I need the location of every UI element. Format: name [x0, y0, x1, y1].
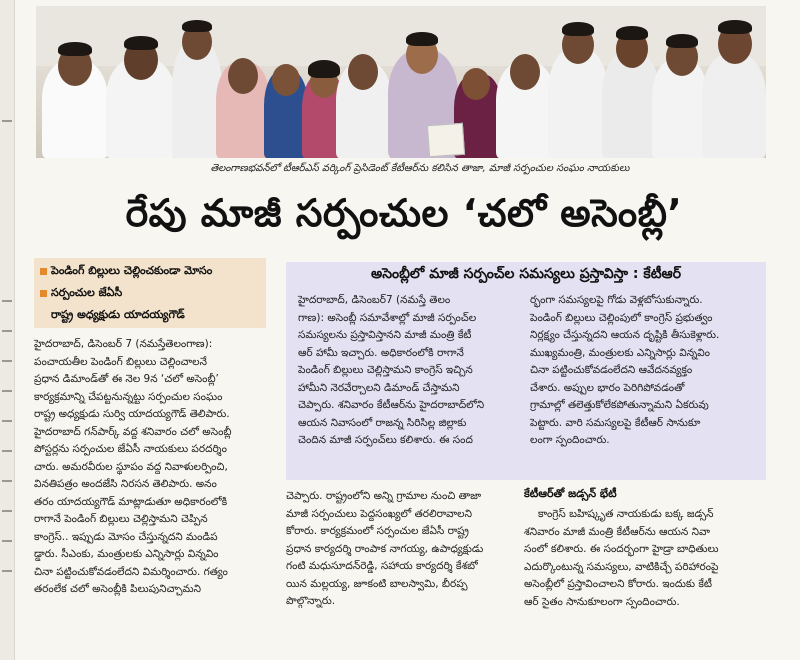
highlight-item-continued: రాష్ట్ర అధ్యక్షుడు యాదయ్యగౌడ్: [51, 308, 185, 321]
sub-story-heading: కేటీఆర్‌తో జడ్సన్ భేటీ: [524, 487, 617, 500]
photo-caption: తెలంగాణభవన్‌లో టీఆర్‌ఎస్ వర్కింగ్ ప్రెసిడెంట్ కేటీఆర్‌ను కలిసిన తాజా, మాజీ సర్పంచుల సంఘం నాయకులు: [210, 163, 630, 174]
square-bullet-icon: [40, 290, 47, 297]
sub-story-column: కాంగ్రెస్ బహిష్కృత నాయకుడు బక్క జడ్సన్ శనివారం మాజీ మంత్రి కేటీఆర్‌ను ఆయన నివా సంలో కలిశారు. ఈ సందర్భంగా హైడ్రా బాధితులు ఎదుర్కొంటున్న సమస్యలు, వాటికిచ్చే పరిహారంపై అసెంబ్లీలో ప్రస్తావించాలని కోరారు. ఇందుకు కేటీ ఆర్ సైతం సానుకూలంగా స్పందించారు.: [524, 508, 719, 608]
sidebar-story-column-2: ర్భంగా సమస్యలపై గోడు వెళ్లబోసుకున్నారు. పెండింగ్ బిల్లులు చెల్లింపులో కాంగ్రెస్ ప్రభుత్వం నిర్లక్ష్యం చేస్తున్నదని ఆయన దృష్టికి తీసుకెళ్లారు. ముఖ్యమంత్రి, మంత్రులకు ఎన్నిసార్లు విన్నవిం చినా పట్టించుకోవడంలేదని ఆవేదనవ్యక్తం చేశారు. అప్పుల భారం పెరిగిపోవడంతో గ్రామాల్లో తలెత్తుకోలేకపోతున్నామని ఏకరువు పెట్టారు. వారి సమస్యలపై కేటీఆర్ సానుకూ లంగా స్పందించారు.: [530, 294, 720, 446]
article-middle-column: చెప్పారు. రాష్ట్రంలోని అన్ని గ్రామాల నుంచి తాజా మాజీ సర్పంచులు పెద్దసంఖ్యలో తరలిరావాలని కోరారు. కార్యక్రమంలో సర్పంచుల జేఏసీ రాష్ట్ర ప్రధాన కార్యదర్శి రాంపాక నాగయ్య, ఉపాధ్యక్షుడు గంటి మధుసూదన్‌రెడ్డి, సహాయ కార్యదర్శి కేశబో యిన మల్లయ్య, జూకంటి బాలస్వామి, బీరప్ప పొల్గొన్నారు.: [286, 490, 484, 607]
headline: రేపు మాజీ సర్పంచుల ‘చలో అసెంబ్లీ’: [125, 191, 683, 235]
article-left-column: హైదరాబాద్, డిసెంబర్ 7 (నమస్తేతెలంగాణ): పంచాయతీల పెండింగ్ బిల్లులు చెల్లించాలనే ప్రధాన డిమాండ్‌తో ఈ నెల 9న ‘చలో అసెంబ్లీ’ కార్యక్రమాన్ని చేపట్టనున్నట్టు సర్పంచుల సంఘం రాష్ట్ర అధ్యక్షుడు సుర్వి యాదయ్యగౌడ్ తెలిపారు. హైదరాబాద్ గన్‌పార్క్ వద్ద శనివారం చలో అసెంబ్లీ పోస్టర్లను సర్పంచుల జేఏసీ నాయకులు పరదర్శిం చారు. అమరవీరుల స్థూపం వద్ద నివాళులర్పించి, వినతిపత్రం అందజేసి నిరసన తెలిపారు. అనం తరం యాదయ్యగౌడ్ మాట్లాడుతూ అధికారంలోకి రాగానే పెండింగ్ బిల్లులు చెల్లిస్తామని చెప్పిన కాంగ్రెస్.. ఇప్పుడు మోసం చేస్తున్నదని మండిప డ్డారు. సీఎంకు, మంత్రులకు ఎన్నిసార్లు విన్నవిం చినా పట్టించుకోవడంలేదని విమర్శించారు. గత్యం తరంలేక చలో అసెంబ్లీకి పిలుపునిచ్చామని: [34, 338, 232, 595]
highlights-box: [34, 258, 266, 328]
highlight-item: సర్పంచుల జేఏసీ: [40, 286, 122, 302]
news-photo: [36, 6, 766, 158]
adjacent-column-edge: [0, 0, 15, 660]
memorandum-paper: [427, 123, 465, 157]
square-bullet-icon: [40, 268, 47, 275]
highlight-item: పెండింగ్ బిల్లులు చెల్లించకుండా మోసం: [40, 264, 212, 280]
sidebar-story-title: అసెంబ్లీలో మాజీ సర్పంచ్‌ల సమస్యలు ప్రస్తావిస్తా : కేటీఆర్: [371, 266, 681, 282]
sidebar-story-column-1: హైదరాబాద్, డిసెంబర్7 (నమస్తే తెలం గాణ): అసెంబ్లీ సమావేశాల్లో మాజీ సర్పంచ్‌ల సమస్యలను ప్రస్తావిస్తానని మాజీ మంత్రి కేటీ ఆర్ హామీ ఇచ్చారు. అధికారంలోకి రాగానే పెండింగ్ బిల్లులు చెల్లిస్తామని కాంగ్రెస్ ఇచ్చిన హామీని నెరవేర్చాలని డిమాండ్ చేస్తామని చెప్పారు. శనివారం కేటీఆర్‌ను హైదరాబాద్‌లోని ఆయన నివాసంలో రాజన్న సిరిసిల్ల జిల్లాకు చెందిన మాజీ సర్పంచ్‌లు కలిశారు. ఈ సంద: [298, 294, 485, 446]
sidebar-story-box: [286, 262, 766, 480]
